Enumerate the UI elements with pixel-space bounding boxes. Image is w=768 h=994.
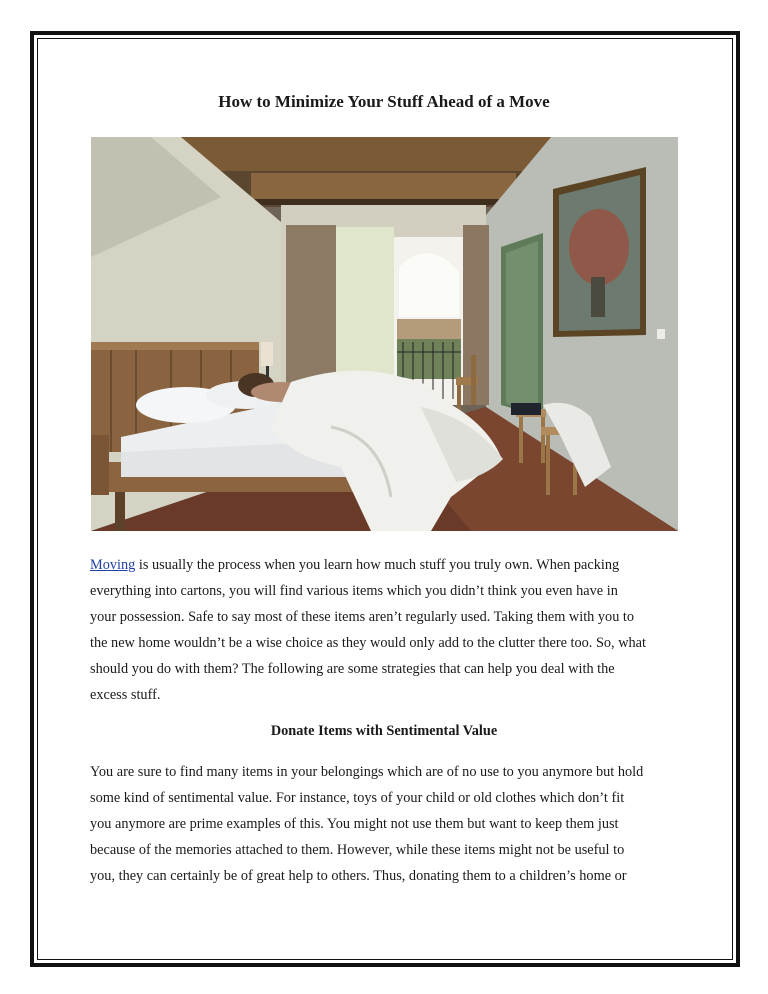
intro-line-3: your possession. Safe to say most of these items aren’t regularly used. Taking them with you to: [90, 609, 635, 625]
section-line-2: some kind of sentimental value. For instance, toys of your child or old clothes which don’t fit: [90, 790, 625, 806]
section-line-1: You are sure to find many items in your belongings which are of no use to you anymore but hold: [90, 764, 644, 780]
intro-line-4: the new home wouldn’t be a wise choice as they would only add to the clutter there too. So, what: [90, 635, 646, 651]
intro-line-5: should you do with them? The following are some strategies that can help you deal with the: [90, 661, 615, 677]
intro-paragraph: [90, 552, 690, 708]
section-paragraph: [90, 759, 690, 889]
section-line-4: because of the memories attached to them. However, while these items might not be useful to: [90, 842, 625, 858]
section-heading: Donate Items with Sentimental Value: [270, 723, 498, 739]
document-title: How to Minimize Your Stuff Ahead of a Move: [218, 92, 550, 111]
intro-line-1: [90, 552, 690, 578]
section-line-5: you, they can certainly be of great help to others. Thus, donating them to a children’s home or: [90, 868, 627, 884]
intro-line-2: everything into cartons, you will find various items which you didn’t think you even have in: [90, 583, 618, 599]
moving-link[interactable]: Moving: [90, 557, 136, 573]
bedroom-photo: [91, 137, 678, 531]
intro-line-1-text: is usually the process when you learn how much stuff you truly own. When packing: [135, 557, 620, 573]
section-line-3: you anymore are prime examples of this. You might not use them but want to keep them just: [90, 816, 619, 832]
intro-line-6: excess stuff.: [90, 687, 161, 703]
